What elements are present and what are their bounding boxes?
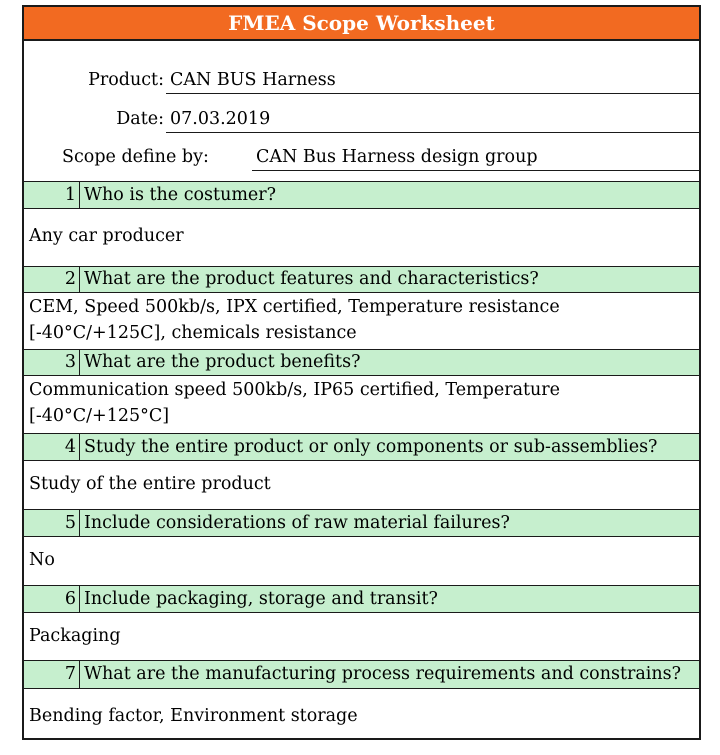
question-row bbox=[24, 349, 699, 376]
question-text: What are the product features and characteristics? bbox=[84, 269, 539, 289]
question-row bbox=[24, 585, 699, 613]
question-text: Include considerations of raw material failures? bbox=[84, 513, 510, 533]
answer-text: Any car producer bbox=[29, 226, 184, 246]
question-text: What are the manufacturing process requirements and constrains? bbox=[84, 664, 682, 684]
scope-label: Scope define by: bbox=[62, 147, 209, 167]
question-number: 3 bbox=[24, 350, 80, 375]
scope-value: CAN Bus Harness design group bbox=[252, 147, 699, 171]
question-row bbox=[24, 660, 699, 689]
question-row bbox=[24, 433, 699, 461]
question-row bbox=[24, 266, 699, 293]
date-value: 07.03.2019 bbox=[166, 109, 699, 133]
fmea-worksheet bbox=[22, 5, 701, 740]
answer-text: CEM, Speed 500kb/s, IPX certified, Temperature resistance [-40°C/+125C], chemicals resistance bbox=[29, 297, 560, 343]
date-label: Date: bbox=[116, 109, 164, 129]
answer-text: Study of the entire product bbox=[29, 474, 271, 494]
question-text: Study the entire product or only components or sub-assemblies? bbox=[84, 437, 658, 457]
question-number: 1 bbox=[24, 182, 80, 208]
question-number: 4 bbox=[24, 434, 80, 460]
question-number: 6 bbox=[24, 586, 80, 612]
answer-text: Packaging bbox=[29, 626, 121, 646]
question-number: 5 bbox=[24, 510, 80, 536]
question-text: What are the product benefits? bbox=[84, 352, 361, 372]
product-value: CAN BUS Harness bbox=[166, 70, 699, 94]
question-text: Who is the costumer? bbox=[84, 185, 277, 205]
answer-text: Bending factor, Environment storage bbox=[29, 706, 358, 726]
question-row bbox=[24, 181, 699, 209]
answer-text: No bbox=[29, 550, 55, 570]
product-label: Product: bbox=[88, 70, 164, 90]
worksheet-title: FMEA Scope Worksheet bbox=[24, 7, 699, 41]
answer-text: Communication speed 500kb/s, IP65 certified, Temperature [-40°C/+125°C] bbox=[29, 380, 561, 426]
question-number: 7 bbox=[24, 661, 80, 688]
question-number: 2 bbox=[24, 267, 80, 292]
question-row bbox=[24, 509, 699, 537]
question-text: Include packaging, storage and transit? bbox=[84, 589, 438, 609]
